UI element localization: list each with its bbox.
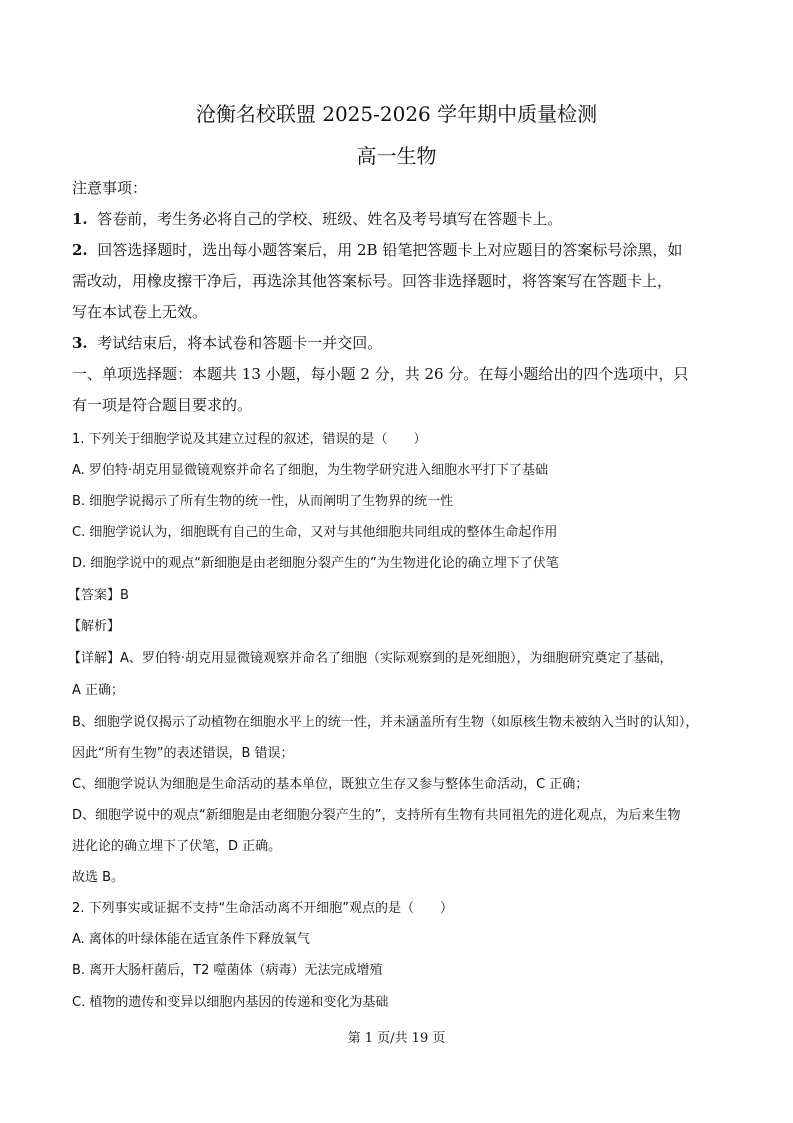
question-1-detail-line-2: A 正确； (72, 683, 125, 698)
notice-item-2-text: 回答选择题时，选出每小题答案后，用 2B 铅笔把答题卡上对应题目的答案标号涂黑，如 (97, 241, 683, 259)
subject-title: 高一生物 (356, 144, 437, 168)
question-1-analysis-label: 【解析】 (68, 619, 121, 634)
question-1-answer: 【答案】B (68, 588, 129, 603)
question-1-option-b: B. 细胞学说揭示了所有生物的统一性，从而阐明了生物界的统一性 (72, 494, 454, 509)
notice-item-1-text: 答卷前，考生务必将自己的学校、班级、姓名及考号填写在答题卡上。 (97, 210, 563, 228)
exam-title: 沧衡名校联盟 2025-2026 学年期中质量检测 (195, 102, 598, 126)
notice-item-1 (72, 208, 562, 229)
question-2-stem: 2. 下列事实或证据不支持“生命活动离不开细胞”观点的是（ ） (72, 901, 454, 916)
question-1-stem: 1. 下列关于细胞学说及其建立过程的叙述，错误的是（ ） (72, 432, 427, 447)
question-1-detail-line-3: B、细胞学说仅揭示了动植物在细胞水平上的统一性，并未涵盖所有生物（如原核生物未被纳入当时的认知）， (72, 715, 699, 730)
section-heading-line-1: 一、单项选择题：本题共 13 小题，每小题 2 分，共 26 分。在每小题给出的四个选项中，只 (72, 365, 689, 383)
question-2-option-b: B. 离开大肠杆菌后，T2 噬菌体（病毒）无法完成增殖 (72, 963, 383, 978)
question-1-option-a: A. 罗伯特·胡克用显微镜观察并命名了细胞，为生物学研究进入细胞水平打下了基础 (72, 463, 549, 478)
notice-item-3-text: 考试结束后，将本试卷和答题卡一并交回。 (97, 334, 383, 352)
question-1-detail-line-6: D、细胞学说中的观点“新细胞是由老细胞分裂产生的”，支持所有生物有共同祖先的进化观点，为后来生物 (72, 808, 681, 823)
question-1-option-c: C. 细胞学说认为，细胞既有自己的生命，又对与其他细胞共同组成的整体生命起作用 (72, 525, 558, 540)
question-1-detail-line-4: 因此“所有生物”的表述错误，B 错误； (72, 746, 294, 761)
question-1-conclusion: 故选 B。 (72, 870, 125, 885)
notice-item-3-number: 3. (72, 334, 88, 352)
section-heading-line-2: 有一项是符合题目要求的。 (72, 396, 253, 414)
question-2-option-c: C. 植物的遗传和变异以细胞内基因的传递和变化为基础 (72, 995, 389, 1010)
notice-item-2-line-2: 需改动，用橡皮擦干净后，再选涂其他答案标号。回答非选择题时，将答案写在答题卡上， (72, 272, 673, 290)
notice-item-1-number: 1. (72, 210, 88, 228)
notice-item-2-line-3: 写在本试卷上无效。 (72, 303, 208, 321)
question-1-detail-line-7: 进化论的确立埋下了伏笔，D 正确。 (72, 839, 282, 854)
question-1-detail-line-1: 【详解】A、罗伯特·胡克用显微镜观察并命名了细胞（实际观察到的是死细胞），为细胞研究奠定了基础， (68, 651, 673, 666)
notice-item-3 (72, 332, 382, 353)
question-2-option-a: A. 离体的叶绿体能在适宜条件下释放氧气 (72, 932, 310, 947)
notice-item-2-number: 2. (72, 241, 88, 259)
page-number: 第 1 页/共 19 页 (347, 1031, 446, 1046)
question-1-option-d: D. 细胞学说中的观点“新细胞是由老细胞分裂产生的”为生物进化论的确立埋下了伏笔 (72, 556, 559, 571)
notice-heading: 注意事项： (72, 179, 148, 197)
question-1-detail-line-5: C、细胞学说认为细胞是生命活动的基本单位，既独立生存又参与整体生命活动，C 正确； (72, 777, 589, 792)
notice-item-2-line-1 (72, 239, 682, 260)
